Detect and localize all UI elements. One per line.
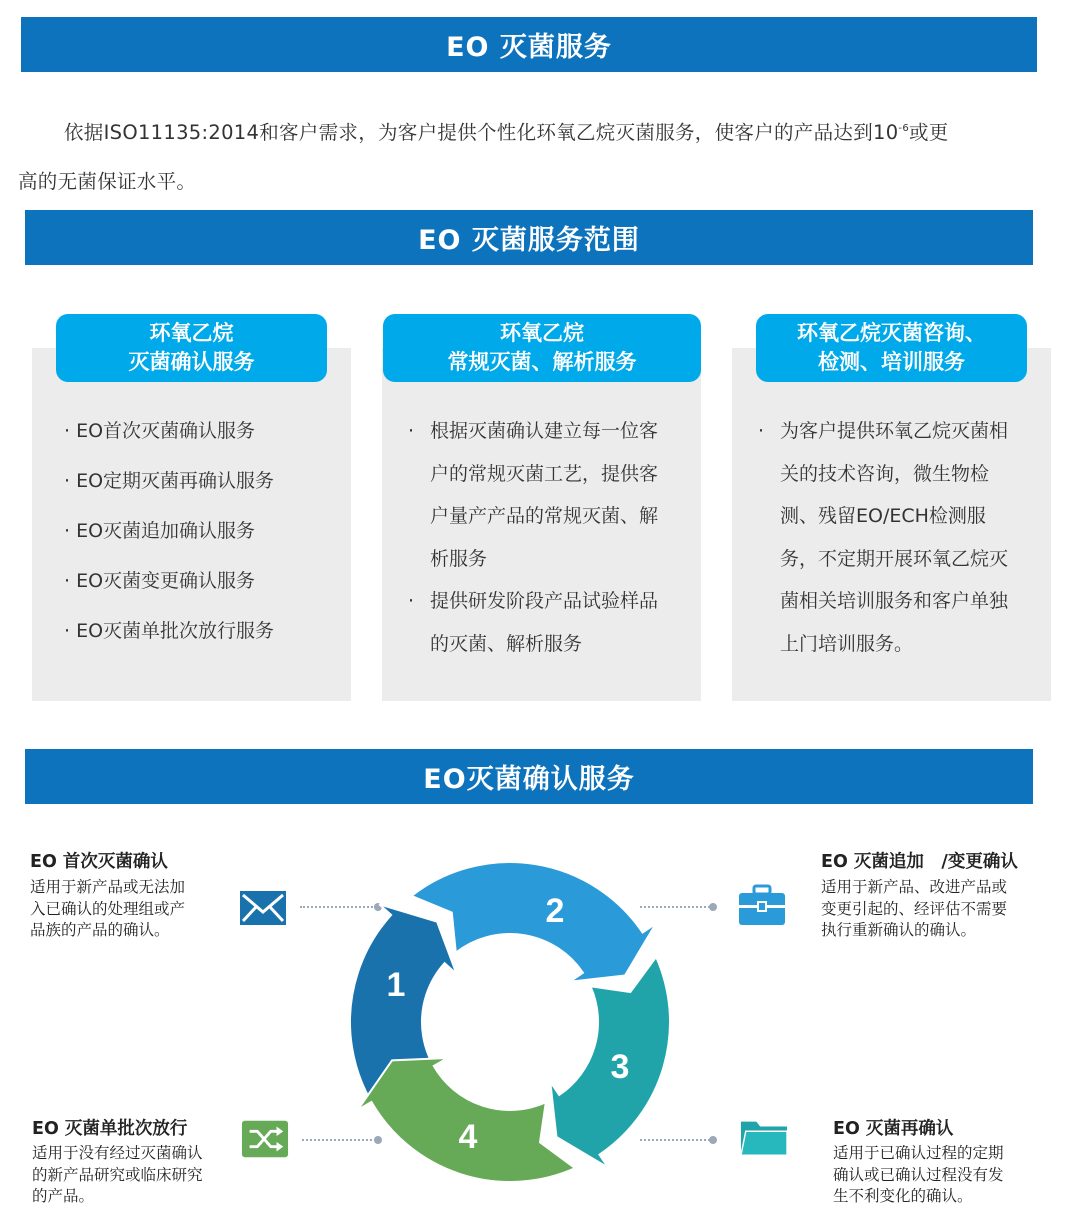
validation-service-list bbox=[64, 414, 354, 664]
list-item: · EO首次灭菌确认服务 bbox=[64, 420, 256, 442]
list-item: · EO灭菌单批次放行服务 bbox=[64, 620, 275, 642]
svc-batch-desc bbox=[32, 1143, 203, 1208]
text-line: 关的技术咨询，微生物检 bbox=[780, 462, 990, 485]
validation-service-banner: EO灭菌确认服务 bbox=[25, 749, 1033, 804]
list-item bbox=[408, 580, 678, 665]
desc-line: 确认或已确认过程没有发 bbox=[833, 1165, 1004, 1184]
desc-line: 的产品。 bbox=[32, 1187, 95, 1205]
intro-text-1: 依据ISO11135:2014和客户需求，为客户提供个性化环氧乙烷灭菌服务，使客户的产品达到10 bbox=[64, 121, 899, 144]
desc-line: 适用于新产品或无法加 bbox=[30, 878, 186, 896]
card-title-line: 环氧乙烷 bbox=[500, 321, 584, 345]
card-title-routine bbox=[383, 314, 701, 382]
list-item: · EO定期灭菌再确认服务 bbox=[64, 470, 275, 492]
text-line: 根据灭菌确认建立每一位客 bbox=[430, 420, 659, 442]
desc-line: 变更引起的、经评估不需要 bbox=[821, 899, 1008, 918]
desc-line: 适用于新产品、改进产品或 bbox=[821, 878, 1008, 896]
briefcase-icon bbox=[738, 885, 786, 925]
card-title-line: 常规灭菌、解析服务 bbox=[447, 350, 637, 374]
service-scope-banner: EO 灭菌服务范围 bbox=[25, 210, 1033, 265]
text-line: 测、残留EO/ECH检测服 bbox=[780, 505, 986, 527]
svc-revalidation-desc bbox=[833, 1143, 1004, 1208]
svc-revalidation-title: EO 灭菌再确认 bbox=[833, 1119, 954, 1139]
folder-icon bbox=[740, 1117, 788, 1157]
card-title-consulting bbox=[756, 314, 1027, 382]
card-title-validation bbox=[56, 314, 327, 382]
desc-line: 品族的产品的确认。 bbox=[30, 921, 170, 939]
svc-additional-title: EO 灭菌追加 /变更确认 bbox=[821, 852, 1018, 872]
consulting-service-list bbox=[758, 410, 1028, 665]
connector-dot bbox=[709, 903, 717, 911]
envelope-icon bbox=[239, 888, 287, 928]
text-line: 提供研发阶段产品试验样品 bbox=[430, 590, 659, 612]
intro-exponent: -6 bbox=[898, 123, 909, 134]
intro-paragraph bbox=[18, 108, 1058, 206]
text-line: 户量产产品的常规灭菌、解 bbox=[430, 505, 659, 527]
svc-additional-desc bbox=[821, 877, 1007, 942]
eo-service-banner: EO 灭菌服务 bbox=[21, 17, 1037, 72]
desc-line: 的新产品研究或临床研究 bbox=[32, 1165, 203, 1184]
connector-dot bbox=[709, 1136, 717, 1144]
desc-line: 生不利变化的确认。 bbox=[833, 1187, 973, 1205]
shuffle-icon bbox=[241, 1119, 289, 1159]
bullet: · bbox=[758, 420, 765, 442]
text-line: 的灭菌、解析服务 bbox=[430, 632, 583, 655]
list-item bbox=[758, 410, 1028, 665]
card-title-line: 环氧乙烷灭菌咨询、 bbox=[797, 321, 986, 345]
card-title-line: 环氧乙烷 bbox=[149, 321, 234, 345]
bullet: · bbox=[408, 590, 415, 612]
text-line: 上门培训服务。 bbox=[780, 632, 914, 655]
card-title-line: 灭菌确认服务 bbox=[128, 350, 255, 374]
step-number-2: 2 bbox=[545, 892, 565, 930]
svc-first-desc bbox=[30, 877, 185, 942]
desc-line: 适用于没有经过灭菌确认 bbox=[32, 1144, 203, 1162]
card-title-line: 检测、培训服务 bbox=[818, 350, 965, 374]
step-number-4: 4 bbox=[458, 1118, 478, 1156]
text-line: 为客户提供环氧乙烷灭菌相 bbox=[780, 420, 1009, 442]
text-line: 务，不定期开展环氧乙烷灭 bbox=[780, 547, 1009, 570]
intro-text-2: 或更 bbox=[909, 121, 949, 144]
text-line: 析服务 bbox=[430, 547, 488, 570]
step-number-3: 3 bbox=[610, 1048, 630, 1086]
list-item bbox=[408, 410, 678, 580]
validation-cycle-diagram bbox=[330, 850, 690, 1195]
desc-line: 适用于已确认过程的定期 bbox=[833, 1144, 1004, 1162]
desc-line: 执行重新确认的确认。 bbox=[821, 921, 977, 939]
list-item: · EO灭菌追加确认服务 bbox=[64, 520, 256, 542]
svc-first-title: EO 首次灭菌确认 bbox=[30, 852, 168, 872]
step-number-1: 1 bbox=[386, 966, 406, 1004]
text-line: 户的常规灭菌工艺，提供客 bbox=[430, 462, 659, 485]
svc-batch-title: EO 灭菌单批次放行 bbox=[32, 1119, 188, 1139]
text-line: 菌相关培训服务和客户单独 bbox=[780, 590, 1009, 612]
list-item: · EO灭菌变更确认服务 bbox=[64, 570, 256, 592]
routine-service-list bbox=[408, 410, 678, 665]
bullet: · bbox=[408, 420, 415, 442]
intro-text-line2: 高的无菌保证水平。 bbox=[18, 170, 197, 193]
desc-line: 入已确认的处理组或产 bbox=[30, 899, 186, 918]
